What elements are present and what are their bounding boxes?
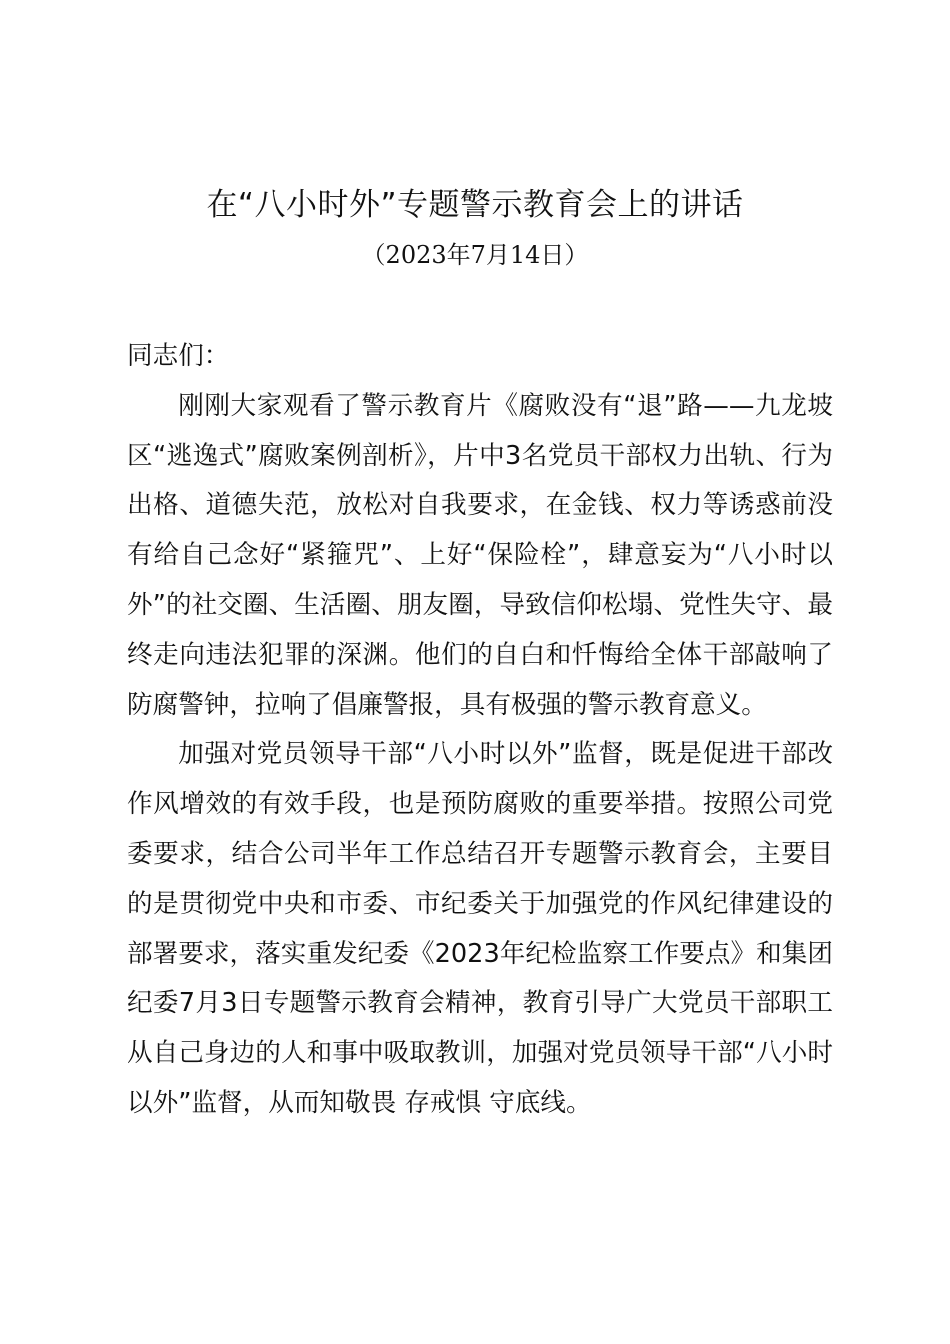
paragraph-2: 加强对党员领导干部“八小时以外”监督，既是促进干部改作风增效的有效手段，也是预防腐败的重要举措。按照公司党委要求，结合公司半年工作总结召开专题警示教育会，主要目的是贯彻党中央和市委、市纪委关于加强党的作风纪律建设的部署要求，落实重发纪委《2023年纪检监察工作要点》和集团纪委7月3日专题警示教育会精神，教育引导广大党员干部职工从自己身边的人和事中吸取教训，加强对党员领导干部“八小时以外”监督，从而知敬畏 存戒惧 守底线。 <box>127 739 833 1118</box>
document-body <box>127 332 833 1129</box>
salutation: 同志们： <box>127 341 230 371</box>
document-date: （2023年7月14日） <box>361 241 589 269</box>
document-title: 在“八小时外”专题警示教育会上的讲话 <box>206 187 744 223</box>
paragraph-1: 刚刚大家观看了警示教育片《腐败没有“退”路——九龙坡区“逃逸式”腐败案例剖析》，片中3名党员干部权力出轨、行为出格、道德失范，放松对自我要求，在金钱、权力等诱惑前没有给自己念好“紧箍咒”、上好“保险栓”，肆意妄为“八小时以外”的社交圈、生活圈、朋友圈，导致信仰松塌、党性失守、最终走向违法犯罪的深渊。他们的自白和忏悔给全体干部敲响了防腐警钟，拉响了倡廉警报，具有极强的警示教育意义。 <box>127 390 833 720</box>
